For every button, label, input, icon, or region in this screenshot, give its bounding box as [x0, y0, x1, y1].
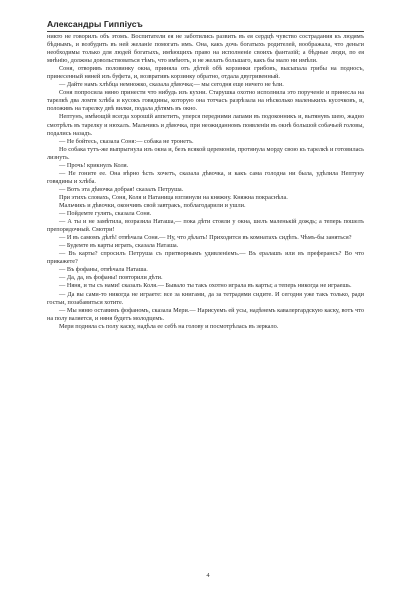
page-number: 4 — [206, 572, 210, 579]
paragraph: При этихъ словахъ, Соня, Коля и Натаница взглянули на княжну. Княжна покраснѣла. — [59, 193, 288, 201]
paragraph: — Въ фофаны, отвѣчала Наташа. — [59, 266, 148, 274]
body-text — [47, 33, 364, 331]
paragraph: — Няня, и ты съ нами! сказалъ Коля.— Бывало ты такъ охотно играла въ карты; а теперь никогда не играешь. — [59, 282, 352, 290]
paragraph: — Да вы сами-то никогда не играете: все за книгами, да за тетрадями сидите. И сегодня уже такъ только, ради гостьи, позабавиться хотите. — [47, 290, 364, 306]
header-title: Александры Гиппiусъ — [47, 19, 143, 29]
paragraph: Нептунъ, имѣющiй всегда хорошiй аппетитъ, уперся передними лапами въ подоконникъ и, вытянувъ шею, жадно смотрѣлъ въ тарелку и нюхалъ. Мальчикъ и дѣвочка, при неожиданномъ появленiи въ окнѣ большой собачьей головы, подались назадъ. — [47, 113, 364, 137]
paragraph: — Дайте намъ хлѣбца немножко, сказала дѣвочка;— мы сегодня еще ничего не ѣли. — [59, 81, 284, 89]
paragraph: Но собака тутъ-же выпрыгнула изъ окна и, безъ всякой церемонiи, протянула морду свою къ тарелкѣ и готовилась лизнуть. — [47, 145, 364, 161]
paragraph: никто не говорилъ объ этомъ. Воспитатели ея не заботились развить въ ея сердцѣ чувство сострадания къ людямъ бѣднымъ, и возбудить въ ней желанiе помогать имъ. Она, какъ дочь богатыхъ родителей, воображала, что деньги необходимы только для людей богатыхъ, имѣющихъ право на исполненiе своихъ фантазiй; а бѣдные люди, по ея мнѣнiю, должны довольствоваться тѣмъ, что имѣютъ, и не желать большаго, какъ бы мало ни имѣли. — [47, 33, 364, 65]
paragraph: — Пойдемте гулять, сказала Соня. — [59, 210, 152, 218]
paragraph: — Не бойтесь, сказала Соня:— собака не тронетъ. — [59, 137, 194, 145]
paragraph: — Будемте въ карты играть, сказала Наташа. — [59, 242, 179, 250]
paragraph: — Мы няню оставимъ фофаномъ, сказала Мери.— Нарисуемъ ей усы, надѣнемъ кавалергардскую каску, вотъ что на полу валяется, и няня будетъ молодцемъ. — [47, 306, 364, 322]
paragraph: — Вотъ эта дѣвочка добрая! сказалъ Петруша. — [59, 185, 184, 193]
paragraph: — А ты и не замѣтила, возразила Наташа,— пока дѣти стояли у окна, шелъ маленькiй дождь; а теперь пошелъ препорядочный. Смотри! — [47, 218, 364, 234]
paragraph: Соня попросила няню принести что нибудь изъ кухни. Старушка охотно исполнила это порученiе и принесла на тарелкѣ два ломтя хлѣба и кусокъ говядины, которую она тотчасъ разрѣзала на нѣсколько маленькихъ кусочковъ, и, положивъ на тарелку двѣ вилки, подала дѣтямъ въ окно. — [47, 89, 364, 113]
paragraph: — И въ самомъ дѣлѣ! отвѣчала Соня.— Ну, что дѣлать! Приходится въ комнатахъ сидѣть. Чѣмъ-бы заняться? — [59, 234, 352, 242]
running-header — [47, 13, 364, 32]
paragraph: Мери подняла съ полу каску, надѣла ее себѣ на голову и посмотрѣлась въ зеркало. — [59, 322, 279, 330]
paragraph: Мальчикъ и дѣвочки, окончивъ свой завтракъ, поблагодарили и ушли. — [59, 201, 246, 209]
paragraph: Соня, отворивъ половинку окна, приняла отъ дѣтей обѣ корзинки грибовъ, высыпала грибы на подносъ, принесенный няней изъ буфета, и, возвративъ корзинку обратно, отдала двугривенный. — [47, 65, 364, 81]
paragraph: — Не гоните ее. Она вѣрно ѣсть хочетъ, сказала дѣвочка, и какъ сама голодна ни была, удѣлила Нептуну говядины и хлѣба. — [47, 169, 364, 185]
paragraph: — Въ карты? спросилъ Петруша съ притворнымъ удивленiемъ.— Въ ералашъ или въ преферансъ? Во что прикажете? — [47, 250, 364, 266]
paragraph: — Да, да, въ фофаны! повторили дѣти. — [59, 274, 163, 282]
paragraph: — Прочь! крикнулъ Коля. — [59, 161, 129, 169]
